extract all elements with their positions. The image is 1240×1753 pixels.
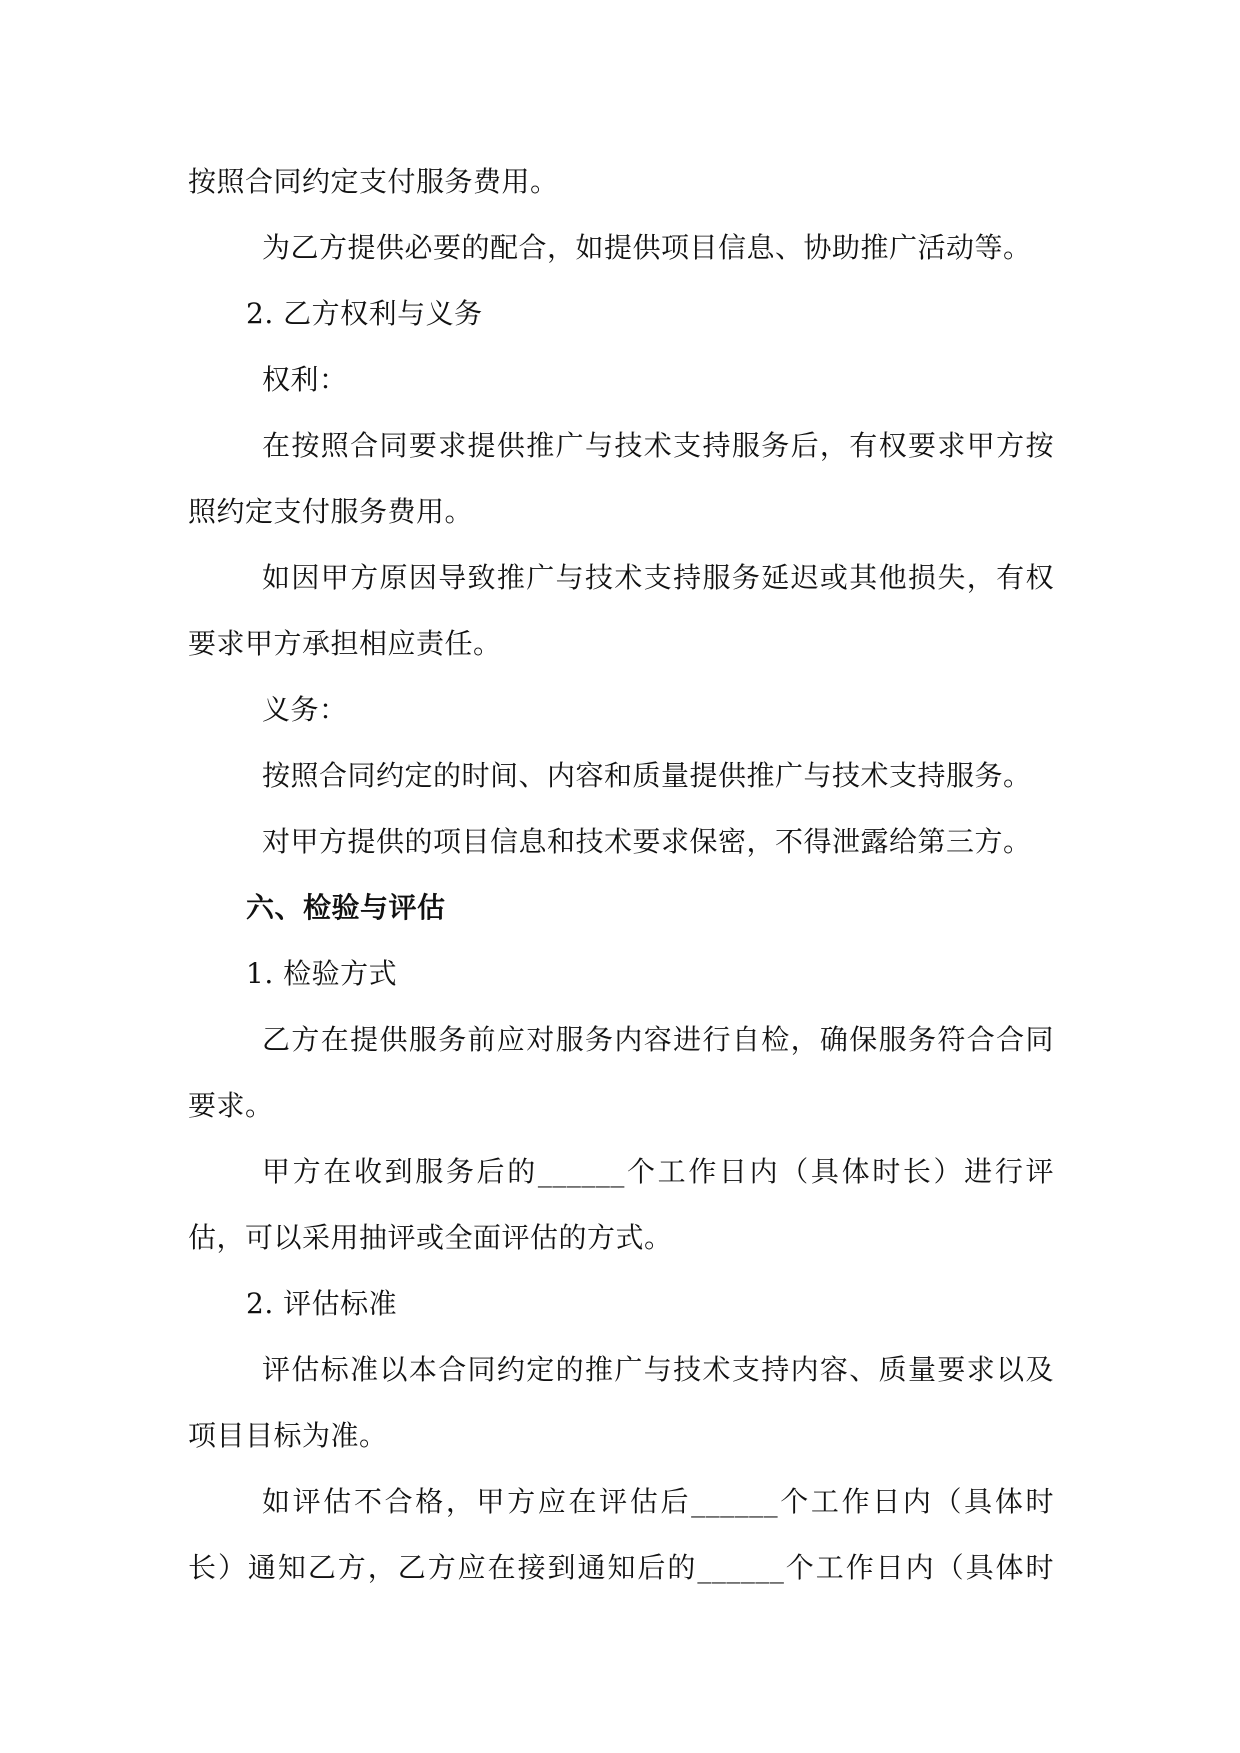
paragraph-line: 评估标准以本合同约定的推广与技术支持内容、质量要求以及 <box>262 1353 1054 1386</box>
paragraph-line: 按照合同约定支付服务费用。 <box>188 165 559 198</box>
paragraph-line: 要求。 <box>188 1089 274 1122</box>
paragraph-line: 项目目标为准。 <box>188 1419 388 1452</box>
paragraph-line: 为乙方提供必要的配合，如提供项目信息、协助推广活动等。 <box>262 231 1032 264</box>
subsection-heading: 2. 评估标准 <box>246 1287 398 1320</box>
label-obligations: 义务： <box>262 693 348 726</box>
paragraph-line: 要求甲方承担相应责任。 <box>188 627 502 660</box>
paragraph-line: 如评估不合格，甲方应在评估后______个工作日内（具体时 <box>262 1485 1054 1518</box>
subsection-heading: 2. 乙方权利与义务 <box>246 297 483 330</box>
paragraph-line: 估，可以采用抽评或全面评估的方式。 <box>188 1221 673 1254</box>
label-rights: 权利： <box>262 363 348 396</box>
paragraph-line: 乙方在提供服务前应对服务内容进行自检，确保服务符合合同 <box>262 1023 1054 1056</box>
paragraph-line: 长）通知乙方，乙方应在接到通知后的______个工作日内（具体时 <box>188 1551 1054 1584</box>
paragraph-line: 在按照合同要求提供推广与技术支持服务后，有权要求甲方按 <box>262 429 1054 462</box>
paragraph-line: 对甲方提供的项目信息和技术要求保密，不得泄露给第三方。 <box>262 825 1032 858</box>
paragraph-line: 如因甲方原因导致推广与技术支持服务延迟或其他损失，有权 <box>262 561 1054 594</box>
paragraph-line: 照约定支付服务费用。 <box>188 495 474 528</box>
section-heading: 六、检验与评估 <box>246 891 446 924</box>
subsection-heading: 1. 检验方式 <box>246 957 398 990</box>
paragraph-line: 按照合同约定的时间、内容和质量提供推广与技术支持服务。 <box>262 759 1032 792</box>
paragraph-line: 甲方在收到服务后的______个工作日内（具体时长）进行评 <box>262 1155 1054 1188</box>
